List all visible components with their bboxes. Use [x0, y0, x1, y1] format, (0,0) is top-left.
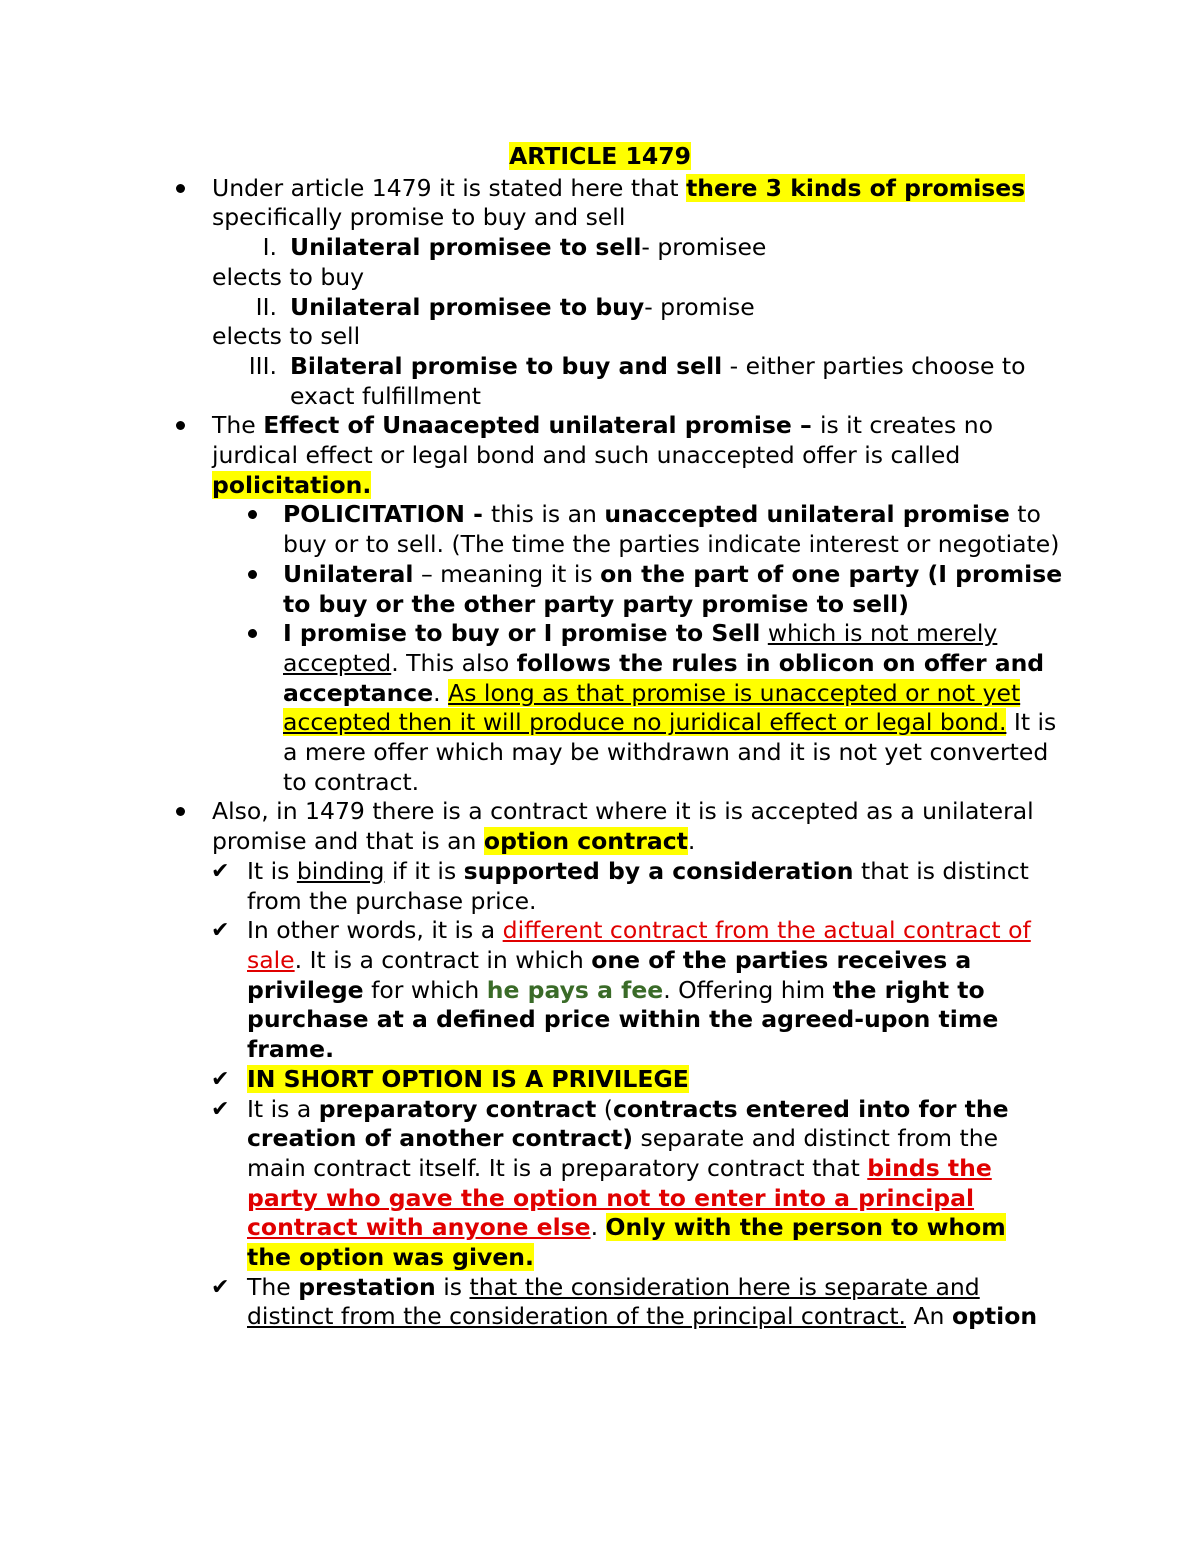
bold-text: preparatory contract — [318, 1094, 597, 1123]
bullet-item-kinds-of-promises — [212, 174, 1052, 233]
check-item-prestation — [211, 1272, 1057, 1332]
check-icon: ✔ — [211, 858, 230, 884]
text-run: if it is — [384, 856, 464, 885]
bullet-icon — [248, 560, 257, 590]
bold-text: option — [951, 1302, 1038, 1331]
underlined-text: which is not merely accepted — [283, 619, 998, 677]
bold-text: Unilateral — [283, 559, 414, 588]
bold-text: follows the rules in oblicon on offer and acceptance — [283, 648, 1045, 707]
text-run: Under article 1479 it is stated here that — [212, 173, 687, 202]
roman-item-2 — [212, 293, 1052, 323]
text-run: separate and distinct from the main contract itself. It is a preparatory contract that — [247, 1124, 999, 1182]
bullet-icon — [248, 619, 257, 649]
roman-numeral: III. — [248, 351, 277, 380]
sub-bullet-policitation — [283, 500, 1073, 559]
title-text: ARTICLE 1479 — [509, 142, 691, 170]
text-run: is — [435, 1272, 470, 1301]
text-run: . It is a contract in which — [294, 945, 592, 974]
text-run: . — [590, 1213, 606, 1242]
roman-item-1-continuation: elects to buy — [212, 262, 365, 291]
text-run: - either parties choose to exact fulfillment — [290, 351, 1026, 410]
bold-text: Effect of Unaacepted unilateral promise – — [263, 411, 820, 440]
text-run: to buy or to sell. (The time the parties indicate interest or negotiate) — [283, 500, 1060, 559]
text-run: The — [212, 411, 264, 440]
green-bold-text: he pays a fee — [486, 975, 664, 1004]
highlighted-text: Only with the person to whom the option was given. — [247, 1213, 1006, 1272]
roman-item-2-continuation: elects to sell — [212, 322, 361, 351]
check-icon: ✔ — [211, 1274, 230, 1300]
bold-text: contracts entered into for the creation of another contract) — [247, 1094, 1009, 1153]
bold-text: Unilateral promisee to sell — [290, 233, 642, 262]
underlined-text: binding — [296, 856, 385, 885]
bullet-icon — [176, 797, 185, 827]
text-run: ( — [596, 1094, 613, 1123]
text-run: Also, in 1479 there is a contract where it is is accepted as a unilateral promise and that is an — [212, 797, 1034, 856]
text-run: The — [247, 1272, 299, 1301]
text-run: It is a mere offer which may be withdrawn and it is not yet converted to contract. — [283, 708, 1057, 796]
bold-text: supported by a consideration — [463, 856, 854, 885]
text-run: . — [433, 678, 449, 707]
text-run: - promisee — [641, 233, 767, 262]
text-run: this is an — [491, 500, 605, 529]
bold-text: unaccepted unilateral promise — [604, 500, 1010, 529]
text-run — [760, 619, 767, 647]
bullet-item-effect — [212, 411, 1052, 500]
text-run: – meaning it is — [413, 559, 601, 588]
check-item-binding — [211, 856, 1057, 916]
red-underlined-text: different contract from the actual contract of sale — [247, 916, 1031, 974]
check-item-preparatory-contract — [211, 1094, 1057, 1273]
underlined-text: that the consideration here is separate and distinct from the consideration of the principal contract. — [247, 1272, 980, 1331]
sub-bullet-unilateral — [283, 560, 1073, 619]
text-run: - promise — [644, 292, 755, 321]
red-underlined-text: binds the party who gave the option not to enter into a principal contract with anyone else — [247, 1153, 992, 1242]
bullet-icon — [248, 500, 257, 530]
bold-text: prestation — [298, 1272, 436, 1301]
check-icon: ✔ — [211, 918, 230, 944]
bold-text: Unilateral promisee to buy — [290, 292, 645, 321]
text-run: An — [906, 1302, 952, 1331]
bullet-icon — [176, 174, 185, 204]
text-run: In other words, it is a — [247, 916, 503, 945]
bold-text: on the part of one party (I promise to buy or the other party party promise to sell) — [283, 559, 1063, 618]
sub-bullet-promise-to-buy-or-sell — [283, 619, 1073, 797]
text-run: . — [687, 827, 696, 856]
document-body — [0, 142, 1200, 1332]
check-item-different-contract — [211, 916, 1057, 1065]
highlighted-text: As long as that promise is unaccepted or not yet accepted then it will produce no juridical effect or legal bond. — [283, 678, 1021, 737]
text-run: . This also — [391, 648, 517, 677]
bold-text: Bilateral promise to buy and sell — [290, 351, 723, 380]
text-run: is it creates no jurdical effect or legal bond and such unaccepted offer is called — [212, 411, 993, 470]
page-title — [0, 142, 1200, 172]
text-run: that is distinct from the purchase price. — [247, 856, 1029, 915]
roman-numeral: I. — [262, 233, 277, 262]
highlighted-text: IN SHORT OPTION IS A PRIVILEGE — [247, 1064, 689, 1093]
roman-numeral: II. — [255, 292, 277, 321]
bold-text: one of the parties receives a privilege — [247, 945, 972, 1004]
bold-text: POLICITATION - — [283, 500, 492, 529]
check-item-privilege — [211, 1064, 1057, 1095]
bullet-icon — [176, 411, 185, 441]
roman-item-1 — [212, 233, 1052, 263]
bold-text: the right to purchase at a defined price within the agreed-upon time frame. — [247, 975, 999, 1064]
highlighted-text: option contract — [483, 827, 688, 856]
bullet-item-option-contract — [212, 797, 1052, 856]
roman-item-3 — [212, 352, 1052, 411]
text-run: . Offering him — [663, 975, 833, 1004]
text-run: specifically promise to buy and sell — [212, 203, 626, 232]
check-icon: ✔ — [211, 1096, 230, 1122]
text-run: It is — [247, 856, 297, 885]
highlighted-text: policitation. — [212, 470, 372, 499]
highlighted-text: there 3 kinds of promises — [686, 173, 1026, 202]
bold-text: I promise to buy or I promise to Sell — [283, 619, 761, 648]
text-run: It is a — [247, 1094, 319, 1123]
check-icon: ✔ — [211, 1066, 230, 1092]
text-run: for which — [363, 975, 487, 1004]
